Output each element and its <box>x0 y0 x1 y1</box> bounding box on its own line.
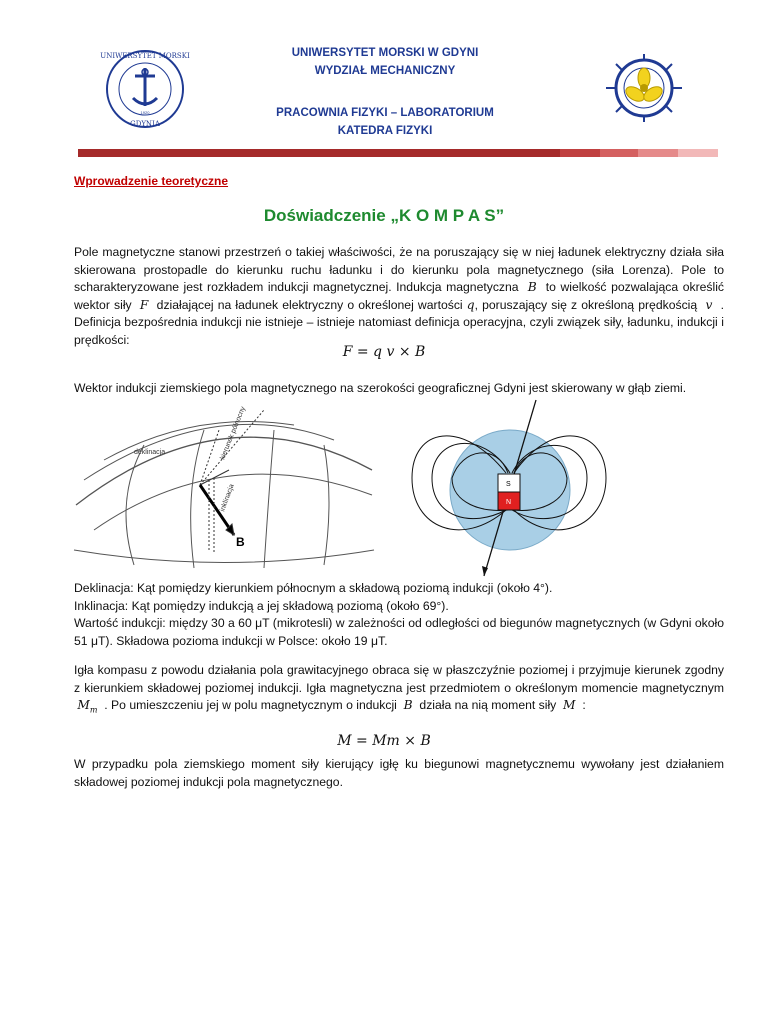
experiment-title: Doświadczenie „K O M P A S” <box>263 206 505 225</box>
paragraph-intro <box>74 244 724 349</box>
vector-B-symbol-2: B <box>403 698 413 712</box>
svg-text:GDYNIA: GDYNIA <box>130 120 160 128</box>
vector-v-symbol: v <box>705 297 713 312</box>
header-color-bar <box>78 149 640 157</box>
def-deklinacja: Deklinacja: Kąt pomiędzy kierunkiem północnym a składową poziomą indukcji (około 4°). <box>74 581 553 595</box>
label-N: N <box>506 499 512 506</box>
document-header <box>0 0 768 145</box>
para4-text: W przypadku pola ziemskiego moment siły kierujący igłę ku biegunowi magnetycznemu wywołany jest działaniem składowej poziomej indukcji pola magnetycznego. <box>74 757 724 789</box>
paragraph-earth-torque <box>74 756 724 791</box>
label-deklinacja: deklinacja <box>134 449 166 456</box>
vector-B-symbol: B <box>527 280 537 294</box>
paragraph-earth-field <box>74 380 724 398</box>
section-heading: Wprowadzenie teoretyczne <box>74 174 229 188</box>
earth-field-diagram <box>74 400 374 572</box>
label-S: S <box>506 481 511 488</box>
para1-text-e: . Definicja bezpośrednia indukcji nie istnieje – istnieje natomiast definicja operacyjna, czyli związek siły, ładunku, indukcji i prędkości: <box>74 297 724 347</box>
para1-text-a: Pole magnetyczne stanowi przestrzeń o takiej właściwości, że na poruszający się w niej ładunek elektryczny działa siła skierowana prostopadle do kierunku ruchu ładunku i do kierunku pola magnetycznego (siła Lorenza). Pole to scharakteryzowane jest rozkładem indukcji magnetycznej. Indukcja magnetyczna <box>74 245 724 294</box>
label-inklinacja: inklinacja <box>219 483 236 513</box>
vector-Mm-symbol: $M_m$ <box>77 698 98 715</box>
para1-text-d: , poruszający się z określoną prędkością <box>474 297 698 312</box>
header-color-bar-segment <box>560 149 600 157</box>
svg-text:1920: 1920 <box>140 110 150 115</box>
header-university-name: UNIWERSYTET MORSKI W GDYNI <box>291 47 479 59</box>
para2-text: Wektor indukcji ziemskiego pola magnetycznego na szerokości geograficznej Gdyni jest skierowany w głąb ziemi. <box>74 381 687 395</box>
header-faculty-name: WYDZIAŁ MECHANICZNY <box>314 65 456 77</box>
vector-M-symbol: M <box>563 698 576 712</box>
torque-formula: M = Mm × B <box>337 733 431 749</box>
header-color-bar-segment <box>600 149 638 157</box>
para3-text-d: : <box>582 698 586 712</box>
para1-text-b: to wielkość pozwalająca określić wektor siły <box>74 280 725 312</box>
label-north-direction: kierunek północny <box>219 405 247 461</box>
def-wartosc: Wartość indukcji: między 30 a 60 μT (mikrotesli) w zależności od odległości od biegunów magnetycznych (w Gdyni około 51 μT). Składowa pozioma indukcji w Polsce: około 19 μT. <box>74 616 724 648</box>
charge-q-symbol: q <box>466 297 475 312</box>
para3-text-b: . Po umieszczeniu jej w polu magnetycznym o indukcji <box>104 698 397 712</box>
paragraph-compass <box>74 662 724 719</box>
para3-text-c: działa na nią moment siły <box>419 698 557 712</box>
label-B-vector: B <box>236 535 245 549</box>
faculty-propeller-logo <box>602 52 686 124</box>
header-color-bar-segment <box>678 149 718 157</box>
vector-F-symbol: F <box>139 297 149 312</box>
definitions-list <box>74 580 724 650</box>
header-lab-name: PRACOWNIA FIZYKI – LABORATORIUM <box>276 107 494 119</box>
lorentz-formula: F = q v × B <box>342 344 426 360</box>
header-color-bar-segment <box>638 149 678 157</box>
para1-text-c: działającej na ładunek elektryczny o określonej wartości <box>156 297 463 312</box>
svg-text:UNIWERSYTET MORSKI: UNIWERSYTET MORSKI <box>100 52 190 60</box>
dipole-field-diagram <box>402 398 616 578</box>
def-inklinacja: Inklinacja: Kąt pomiędzy indukcją a jej składową poziomą (około 69°). <box>74 598 449 613</box>
para3-text-a: Igła kompasu z powodu działania pola grawitacyjnego obraca się w płaszczyźnie poziomej i przyjmuje kierunek zgodny z kierunkiem składowej poziomej indukcji. Igła magnetyczna jest przedmiotem o określonym momencie magnetycznym <box>74 663 724 695</box>
university-seal-logo <box>100 48 190 130</box>
header-department-name: KATEDRA FIZYKI <box>337 125 433 137</box>
